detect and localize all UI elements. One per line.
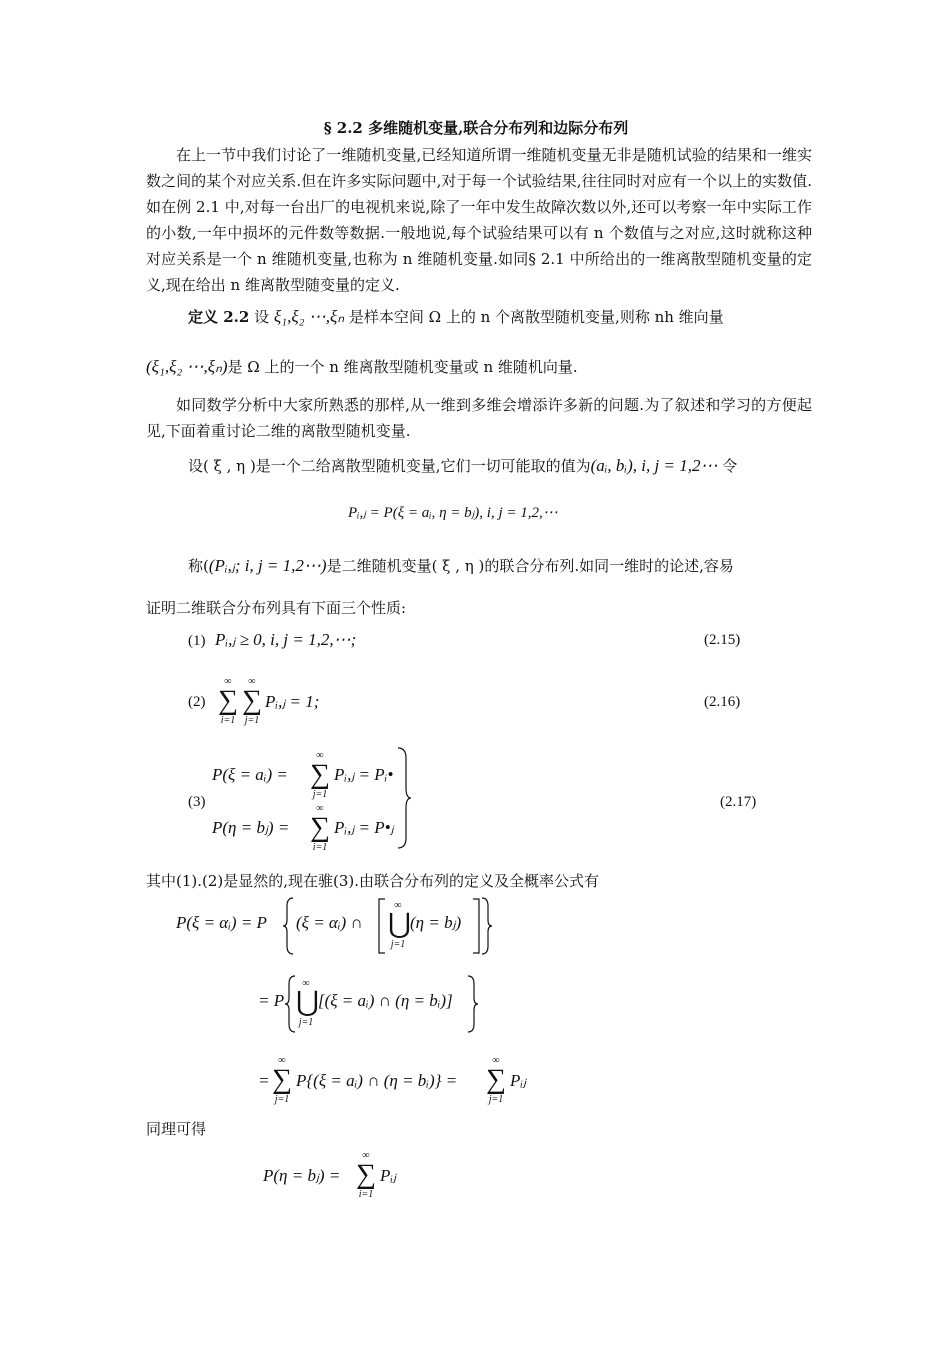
final-rhs: Pᵢⱼ [380,1166,397,1185]
property-3-row2: P(η = bⱼ) = [212,818,290,837]
sum-i: ∞ ∑ i=1 [218,676,238,726]
sum-i-row2: ∞ ∑ i=1 [310,803,330,853]
right-brace-icon [396,746,412,850]
sum-j: ∞ ∑ j=1 [242,676,262,726]
prove-line: 证明二维联合分布列具有下面三个性质: [146,599,407,617]
deriv-3b: P{(ξ = aᵢ) ∩ (η = bᵢ)} = [296,1071,458,1090]
definition-label: 定义 2.2 [188,308,250,326]
definition-vars: ξ₁,ξ₂ ⋯,ξₙ [273,307,345,326]
set-line [188,455,737,476]
definition-line-2 [146,356,578,377]
among-line: 其中(1).(2)是显然的,现在骓(3).由联合分布列的定义及全概率公式有 [146,872,600,890]
section-title: § 2.2 多维随机变量,联合分布列和边际分布列 [323,119,629,137]
definition-line [188,306,724,327]
right-brace-icon-2 [480,896,492,956]
final-lhs: P(η = bⱼ) = [263,1166,341,1185]
eq-number-2-16: (2.16) [704,694,741,710]
property-3-label: (3) [188,794,206,810]
deriv-3a: = [258,1071,270,1090]
para2 [146,392,812,444]
set-text-b: 令 [722,457,738,475]
property-3-row1b: Pᵢ,ⱼ = Pᵢ• [334,765,394,784]
definition-text-c: 是 Ω 上的一个 n 维离散型随机变量或 n 维随机向量. [227,358,578,376]
left-bracket-icon [378,898,386,954]
deriv-2b: [(ξ = aᵢ) ∩ (η = bᵢ)] [318,991,453,1010]
pij-equation: Pᵢ,ⱼ = P(ξ = aᵢ, η = bⱼ), i, j = 1,2,⋯ [348,505,558,521]
deriv-3c: Pᵢⱼ [510,1071,527,1090]
property-1 [188,630,356,650]
sum-j-4: ∞ ∑ j=1 [486,1055,506,1105]
property-3-row1: P(ξ = aᵢ) = [212,765,288,784]
right-brace-icon-4 [466,974,478,1034]
similarly-line: 同理可得 [146,1120,207,1138]
deriv-1c: (η = bⱼ) [410,913,462,932]
definition-text-b: 是样本空间 Ω 上的 n 个离散型随机变量,则称 nh 维向量 [348,308,724,326]
definition-vector: (ξ₁,ξ₂ ⋯,ξₙ) [146,357,228,376]
eq-number-2-15: (2.15) [704,632,741,648]
property-2-label: (2) [188,694,206,710]
left-brace-icon [283,896,295,956]
called-math: (Pᵢ,ⱼ; i, j = 1,2⋯) [208,556,327,575]
property-3-row2b: Pᵢ,ⱼ = P•ⱼ [334,818,394,837]
called-text-a: 称( [188,557,209,575]
deriv-1a: P(ξ = αᵢ) = P [176,913,267,932]
set-text-a: 设( ξ , η )是一个二给离散型随机变量,它们一切可能取的值为 [188,457,591,475]
called-line [188,555,734,576]
sum-j-3: ∞ ∑ j=1 [272,1055,292,1105]
property-1-formula: Pᵢ,ⱼ ≥ 0, i, j = 1,2,⋯; [215,630,357,649]
deriv-2a: = P [258,991,285,1010]
right-bracket-icon [472,898,480,954]
sum-i-final: ∞ ∑ i=1 [356,1150,376,1200]
intro-paragraph [146,142,812,298]
property-1-label: (1) [188,633,206,649]
union-j-2: ∞ ⋃ j=1 [296,978,319,1028]
called-text-b: 是二维随机变量( ξ , η )的联合分布列.如同一维时的论述,容易 [326,557,734,575]
intro-text: 在上一节中我们讨论了一维随机变量,已经知道所谓一维随机变量无非是随机试验的结果和一维实数之间的某个对应关系.但在许多实际问题中,对于每一个试验结果,往往同时对应有一个以上的实数值.如在例 2.1 中,对每一台出厂的电视机来说,除了一年中发生故障次数以外,还可以考察一年中实际工作的小数,一年中损坏的元件数等数据.一般地说,每个试验结果可以有 n 个数值与之对应,这时就称这种对应关系是一个 n 维随机变量,也称为 n 维随机变量.如同§ 2.1 中所给出的一维离散型随机变量的定义,现在给出 n 维离散型随变量的定义. [146,146,812,294]
sum-j-row1: ∞ ∑ j=1 [310,750,330,800]
deriv-1b: (ξ = αᵢ) ∩ [296,913,363,932]
para2-text: 如同数学分析中大家所熟悉的那样,从一维到多维会增添许多新的问题.为了叙述和学习的方便起见,下面着重讨论二维的离散型随机变量. [146,396,812,440]
set-math: (aᵢ, bᵢ), i, j = 1,2⋯ [590,456,718,475]
eq-number-2-17: (2.17) [720,794,757,810]
union-j: ∞ ⋃ j=1 [388,900,411,950]
property-2-formula: Pᵢ,ⱼ = 1; [265,692,320,711]
definition-text-a: 设 [254,308,270,326]
